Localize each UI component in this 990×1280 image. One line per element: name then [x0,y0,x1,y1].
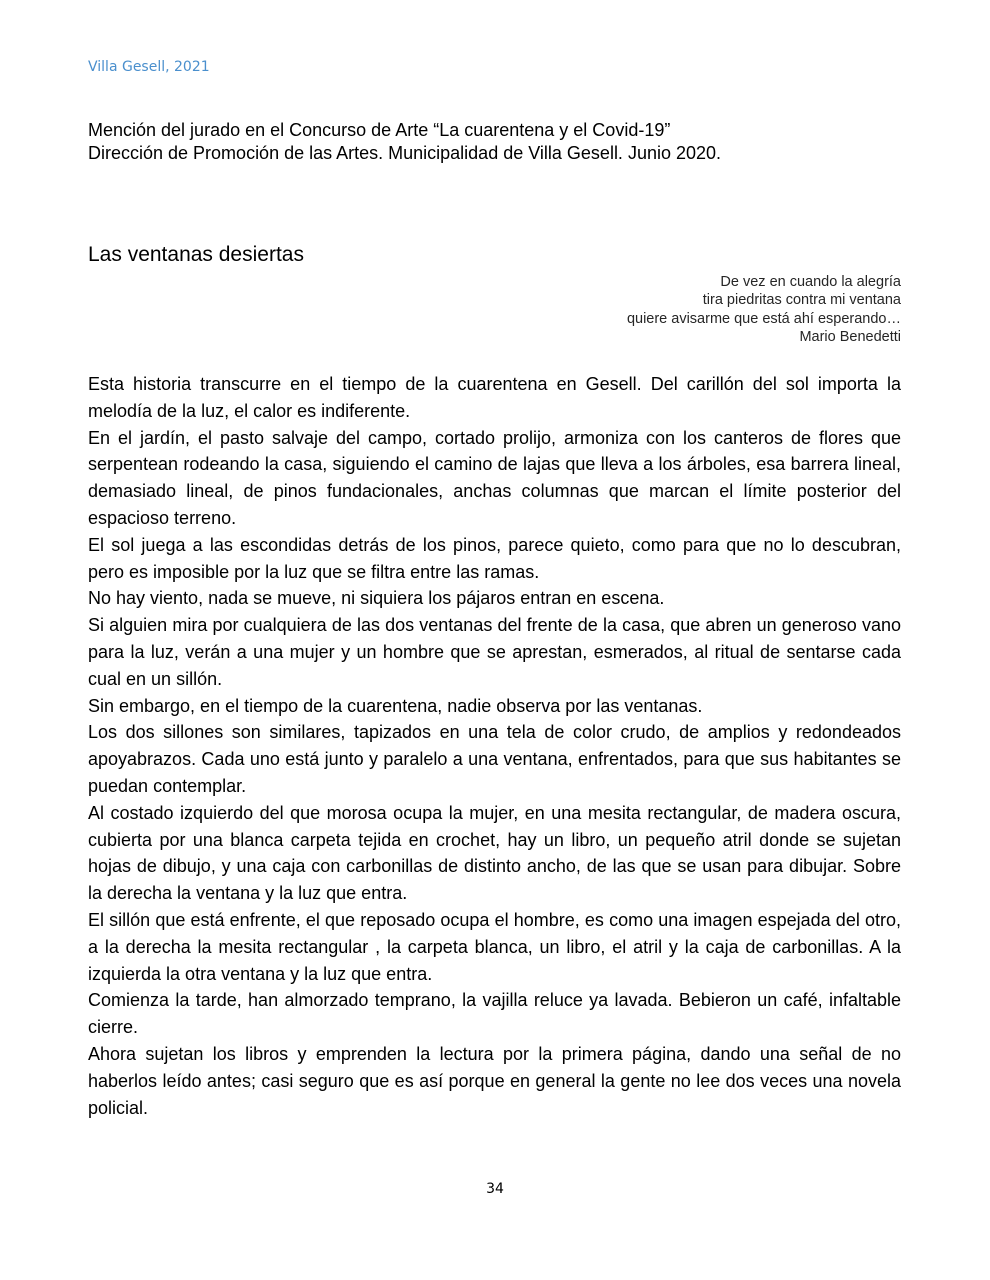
story-paragraph: Los dos sillones son similares, tapizados en una tela de color crudo, de amplios y redondeados apoyabrazos. Cada uno está junto y paralelo a una ventana, enfrentados, para que sus habitantes se puedan contemplar. [88,722,901,796]
story-paragraph: Si alguien mira por cualquiera de las dos ventanas del frente de la casa, que abren un generoso vano para la luz, verán a una mujer y un hombre que se aprestan, esmerados, al ritual de sentarse cada cual en un sillón. [88,615,901,689]
epigraph-line: quiere avisarme que está ahí esperando… [626,310,901,327]
epigraph-line: tira piedritas contra mi ventana [702,292,901,309]
story-paragraph: El sillón que está enfrente, el que reposado ocupa el hombre, es como una imagen espejada del otro, a la derecha la mesita rectangular , la carpeta blanca, un libro, el atril y la caja de carbonillas. A la izquierda la otra ventana y la luz que entra. [88,909,901,984]
page-number: 34 [486,1181,504,1197]
story-body [88,371,901,1121]
mention-line-organization: Dirección de Promoción de las Artes. Municipalidad de Villa Gesell. Junio 2020. [88,143,722,163]
story-paragraph: Esta historia transcurre en el tiempo de la cuarentena en Gesell. Del carillón del sol importa la melodía de la luz, el calor es indiferente. [88,374,901,421]
epigraph [481,273,901,346]
story-paragraph: El sol juega a las escondidas detrás de los pinos, parece quieto, como para que no lo descubran, pero es imposible por la luz que se filtra entre las ramas. [88,534,901,582]
story-paragraph: Comienza la tarde, han almorzado temprano, la vajilla reluce ya lavada. Bebieron un café, infaltable cierre. [88,990,901,1038]
jury-mention [88,119,908,165]
story-paragraph: En el jardín, el pasto salvaje del campo, cortado prolijo, armoniza con los canteros de flores que serpentean rodeando la casa, siguiendo el camino de lajas que lleva a los árboles, esa barrera lineal, demasiado lineal, de pinos fundacionales, anchas columnas que marcan el límite posterior del espacioso terreno. [88,427,901,528]
story-paragraph: No hay viento, nada se mueve, ni siquiera los pájaros entran en escena. [88,588,665,609]
running-header: Villa Gesell, 2021 [88,59,210,75]
epigraph-author: Mario Benedetti [799,328,901,345]
mention-line-award: Mención del jurado en el Concurso de Arte “La cuarentena y el Covid-19” [88,120,671,140]
story-paragraph: Sin embargo, en el tiempo de la cuarentena, nadie observa por las ventanas. [88,695,703,716]
story-title: Las ventanas desiertas [88,243,304,266]
epigraph-line: De vez en cuando la alegría [720,274,901,290]
story-paragraph: Al costado izquierdo del que morosa ocupa la mujer, en una mesita rectangular, de madera oscura, cubierta por una blanca carpeta tejida en crochet, hay un libro, un pequeño atril donde se sujetan hojas de dibujo, y una caja con carbonillas de distinto ancho, de las que se usan para dibujar. Sobre la derecha la ventana y la luz que entra. [88,802,901,904]
story-paragraph: Ahora sujetan los libros y emprenden la lectura por la primera página, dando una señal de no haberlos leído antes; casi seguro que es así porque en general la gente no lee dos veces una novela policial. [88,1043,901,1118]
